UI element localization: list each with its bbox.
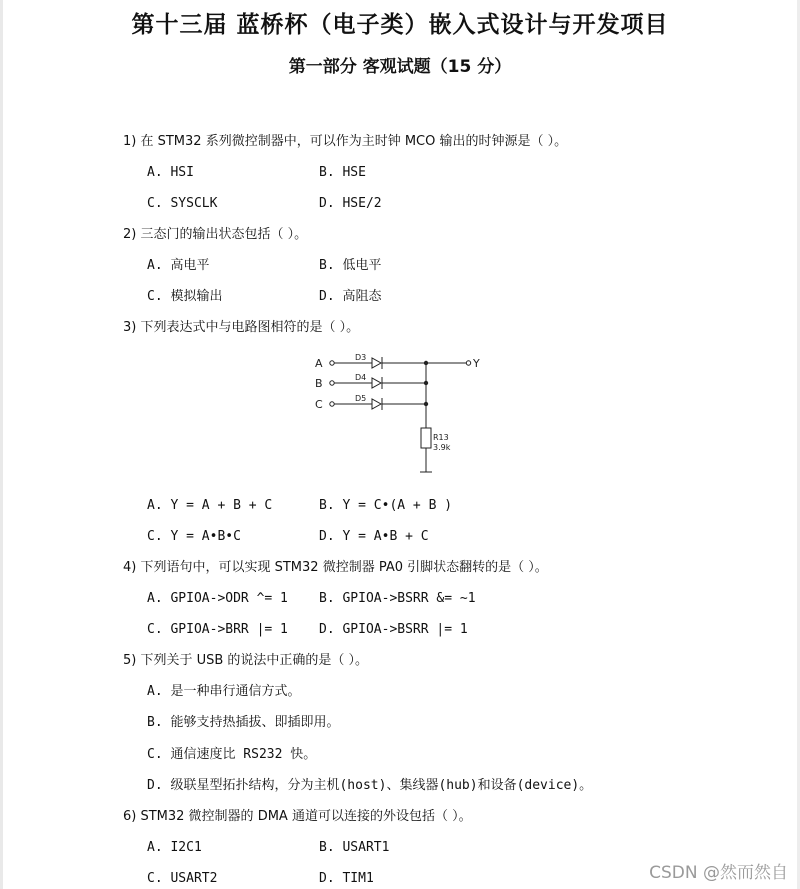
label-resistor-name: R13 [433,433,449,442]
terminal-a [330,361,334,365]
q3-option-b: B. Y = C•(A + B ) [319,498,453,513]
label-resistor-value: 3.9k [433,443,451,452]
q5-option-d: D. 级联星型拓扑结构，分为主机(host)、集线器(hub)和设备(device)。 [147,778,593,793]
question-4-stem: 4) 下列语句中，可以实现 STM32 微控制器 PA0 引脚状态翻转的是（ ）。 [123,560,548,575]
label-input-a: A [315,357,323,370]
terminal-c [330,402,334,406]
question-1-stem: 1) 在 STM32 系列微控制器中，可以作为主时钟 MCO 输出的时钟源是（ ）。 [123,134,568,149]
question-2-stem: 2) 三态门的输出状态包括（ ）。 [123,227,308,242]
question-5-stem: 5) 下列关于 USB 的说法中正确的是（ ）。 [123,653,369,668]
csdn-watermark: CSDN @然而然自 [649,863,788,883]
q6-option-a: A. I2C1 [147,840,202,855]
q4-option-b: B. GPIOA->BSRR &= ~1 [319,591,476,606]
q1-option-b: B. HSE [319,165,366,180]
resistor-r13 [421,428,431,448]
q4-option-a: A. GPIOA->ODR ^= 1 [147,591,288,606]
q5-option-c: C. 通信速度比 RS232 快。 [147,747,317,762]
terminal-y [466,361,470,365]
label-diode-d5: D5 [355,394,367,403]
q3-option-c: C. Y = A•B•C [147,529,241,544]
q4-option-c: C. GPIOA->BRR |= 1 [147,622,288,637]
q5-option-a: A. 是一种串行通信方式。 [147,684,301,699]
diode-d3 [372,358,381,368]
section-subtitle: 第一部分 客观试题（15 分） [288,57,512,77]
q3-option-d: D. Y = A•B + C [319,529,429,544]
label-input-b: B [315,377,323,390]
label-diode-d4: D4 [355,373,367,382]
q2-option-c: C. 模拟输出 [147,289,223,304]
diode-d4 [372,378,381,388]
question-6-stem: 6) STM32 微控制器的 DMA 通道可以连接的外设包括（ ）。 [123,809,472,824]
diode-or-circuit-diagram [310,350,490,480]
terminal-b [330,381,334,385]
document-title: 第十三届 蓝桥杯（电子类）嵌入式设计与开发项目 [131,12,669,38]
q1-option-a: A. HSI [147,165,194,180]
question-3-stem: 3) 下列表达式中与电路图相符的是（ ）。 [123,320,360,335]
q6-option-d: D. TIM1 [319,871,374,886]
q1-option-d: D. HSE/2 [319,196,382,211]
q2-option-a: A. 高电平 [147,258,210,273]
page-left-edge [0,0,3,889]
diode-d5 [372,399,381,409]
q2-option-b: B. 低电平 [319,258,382,273]
q6-option-c: C. USART2 [147,871,218,886]
q5-option-b: B. 能够支持热插拔、即插即用。 [147,715,340,730]
label-input-c: C [315,398,323,411]
q2-option-d: D. 高阻态 [319,289,382,304]
q3-option-a: A. Y = A + B + C [147,498,273,513]
label-output-y: Y [473,357,480,370]
q6-option-b: B. USART1 [319,840,390,855]
q4-option-d: D. GPIOA->BSRR |= 1 [319,622,468,637]
q1-option-c: C. SYSCLK [147,196,218,211]
label-diode-d3: D3 [355,353,367,362]
